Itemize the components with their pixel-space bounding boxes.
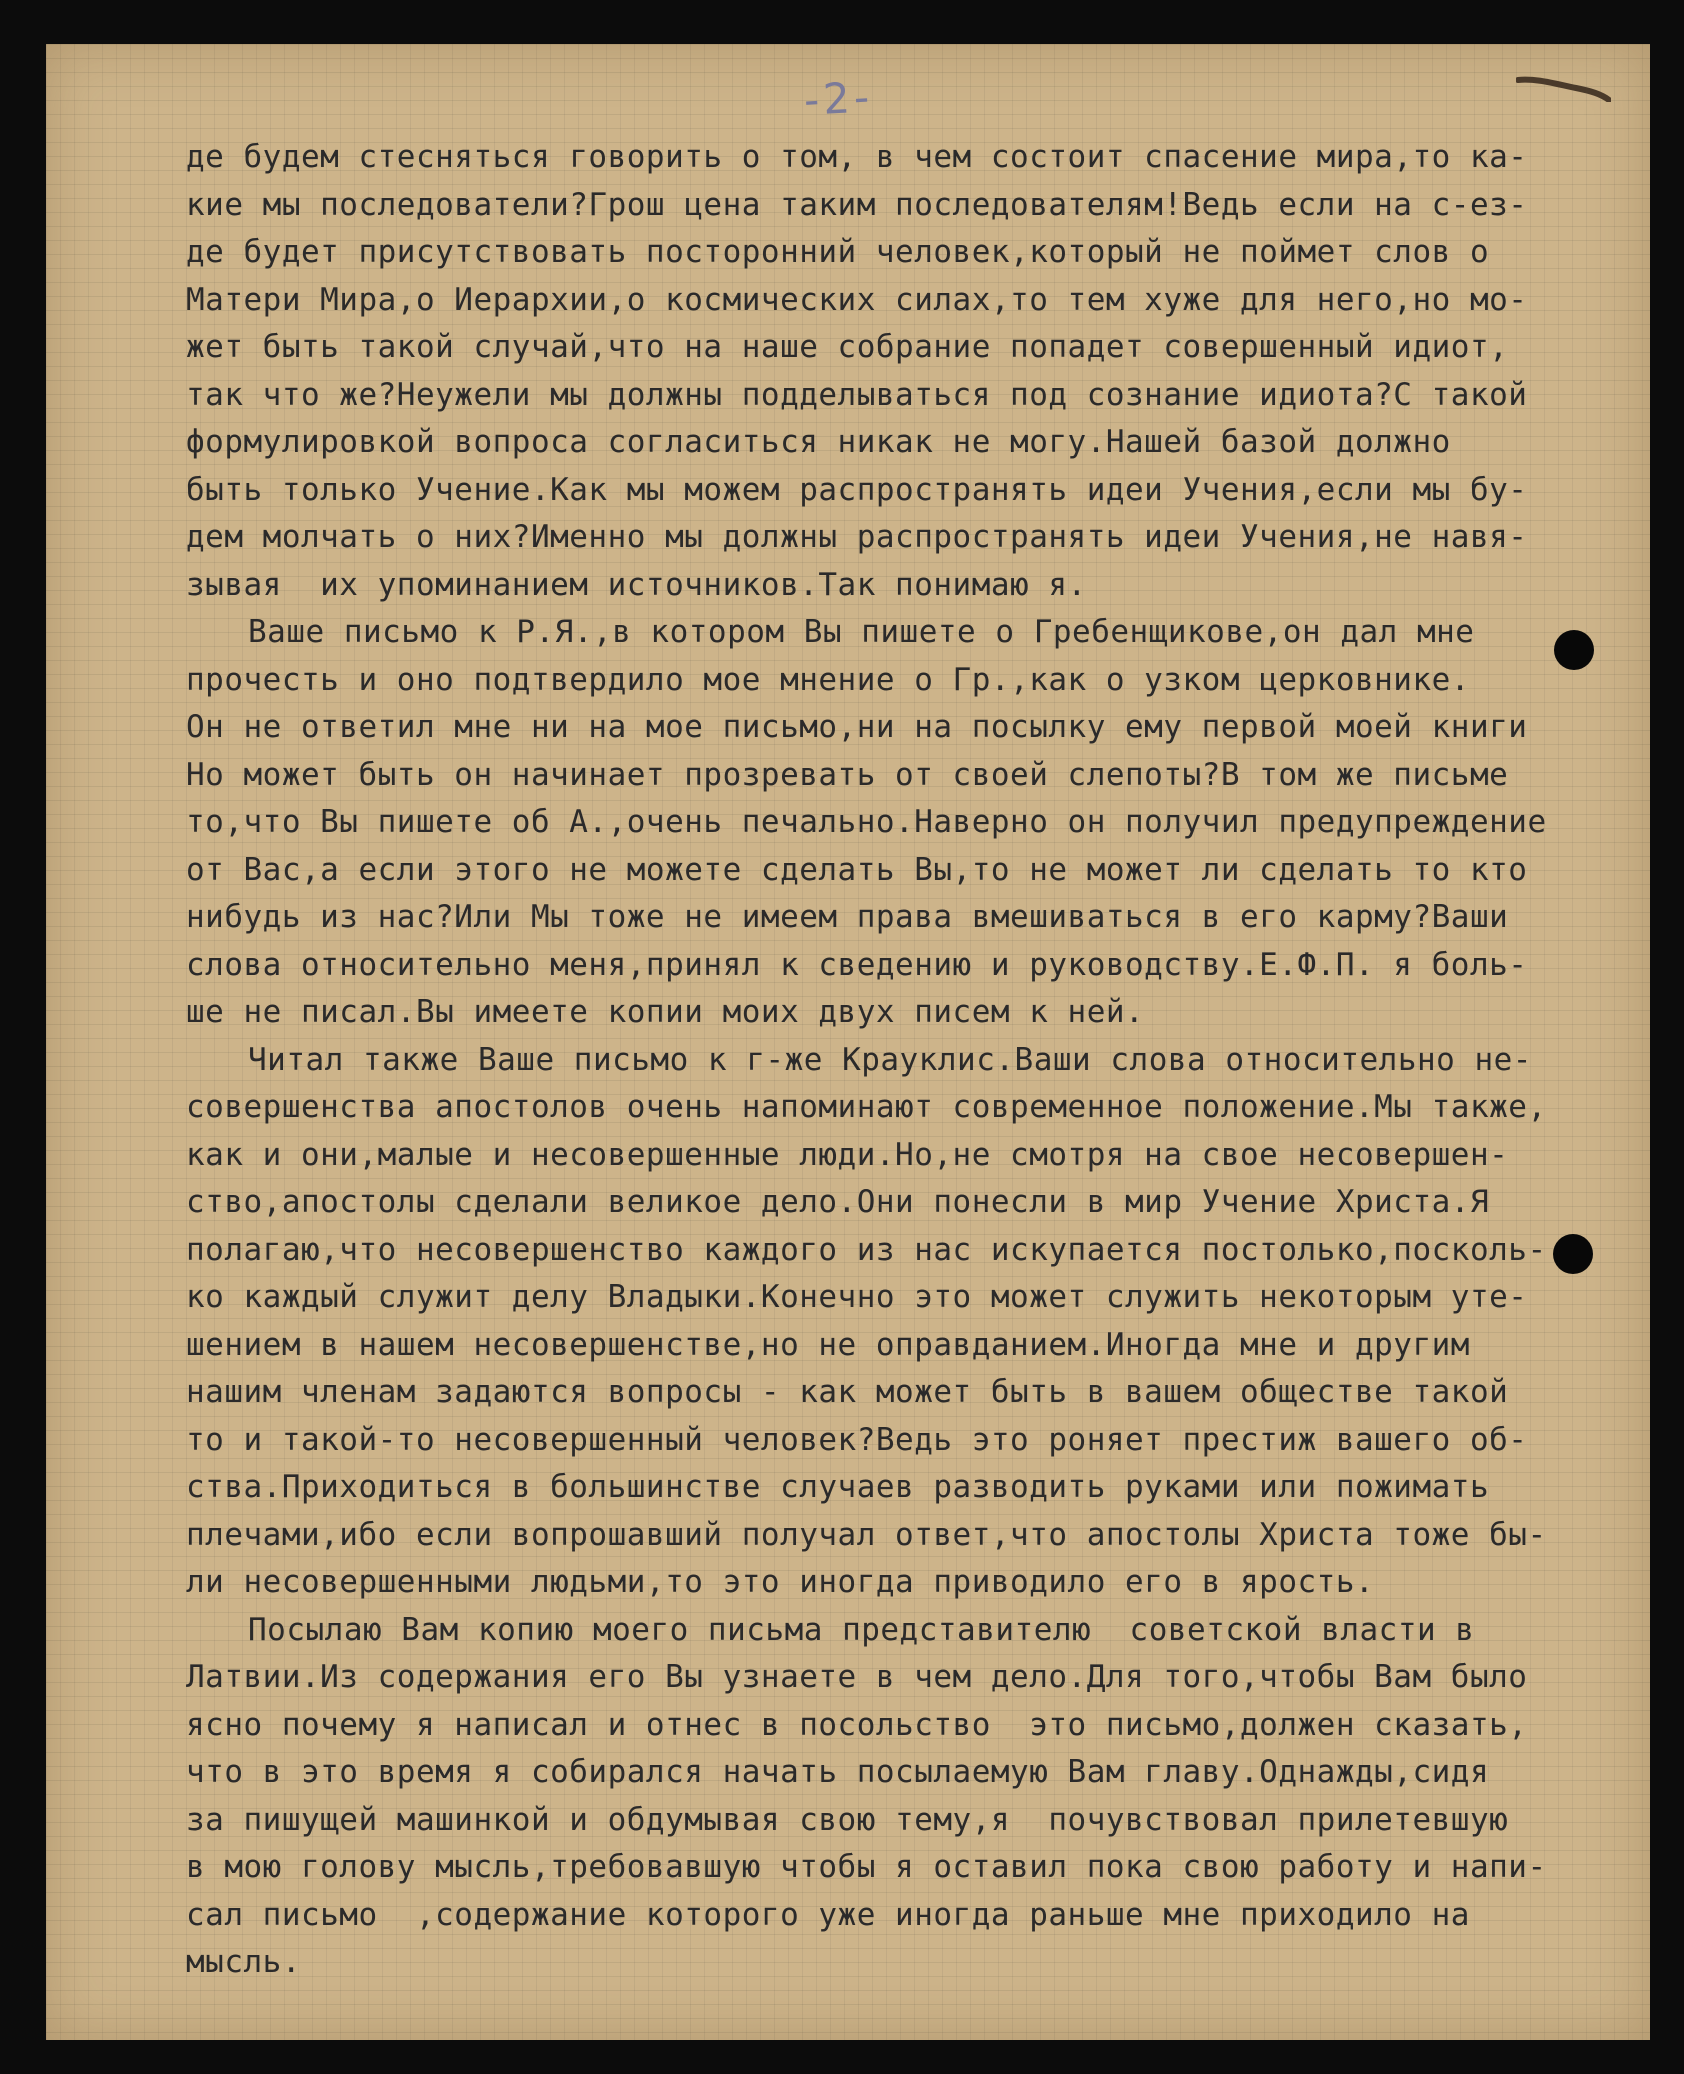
text-line: ства.Приходиться в большинстве случаев разводить руками или пожимать — [186, 1469, 1490, 1505]
text-line: совершенства апостолов очень напоминают современное положение.Мы также, — [186, 1089, 1547, 1125]
text-line: ко каждый служит делу Владыки.Конечно это может служить некоторым уте- — [186, 1279, 1528, 1315]
text-line: Но может быть он начинает прозревать от своей слепоты?В том же письме — [186, 756, 1509, 793]
text-line: шением в нашем несовершенстве,но не оправданием.Иногда мне и другим — [186, 1326, 1470, 1363]
text-line: то и такой-то несовершенный человек?Ведь это роняет престиж вашего об- — [186, 1421, 1528, 1458]
text-line: сал письмо ,содержание которого уже иногда раньше мне приходило на — [186, 1896, 1470, 1933]
punch-hole — [1554, 630, 1594, 670]
text-line: дем молчать о них?Именно мы должны распространять идеи Учения,не навя- — [186, 519, 1528, 555]
text-line: Он не ответил мне ни на мое письмо,ни на посылку ему первой моей книги — [186, 709, 1528, 745]
text-line: прочесть и оно подтвердило мое мнение о Гр.,как о узком церковнике. — [186, 661, 1470, 698]
text-line: в мою голову мысль,требовавшую чтобы я оставил пока свою работу и напи- — [186, 1849, 1547, 1885]
paragraph-start-line: Ваше письмо к Р.Я.,в котором Вы пишете о Гребенщикове,он дал мне — [248, 614, 1475, 650]
text-line: то,что Вы пишете об А.,очень печально.Наверно он получил предупреждение — [186, 804, 1547, 840]
text-line: зывая их упоминанием источников.Так понимаю я. — [186, 566, 1087, 603]
text-line: ясно почему я написал и отнес в посольство это письмо,должен сказать, — [186, 1706, 1528, 1743]
text-line: нибудь из нас?Или Мы тоже не имеем права вмешиваться в его карму?Ваши — [186, 899, 1509, 935]
text-line: от Вас,а если этого не можете сделать Вы,то не может ли сделать то кто — [186, 851, 1528, 888]
text-line: ли несовершенными людьми,то это иногда приводило его в ярость. — [186, 1564, 1375, 1600]
text-line: слова относительно меня,принял к сведению и руководству.Е.Ф.П. я боль- — [186, 946, 1528, 983]
text-line: ство,апостолы сделали великое дело.Они понесли в мир Учение Христа.Я — [186, 1184, 1490, 1220]
text-line: что в это время я собирался начать посылаемую Вам главу.Однажды,сидя — [186, 1754, 1490, 1790]
text-line: Матери Мира,о Иерархии,о космических силах,то тем хуже для него,но мо- — [186, 281, 1528, 318]
text-line: формулировкой вопроса согласиться никак не могу.Нашей базой должно — [186, 424, 1451, 460]
paragraph-start-line: Читал также Ваше письмо к г-же Крауклис.Ваши слова относительно не- — [248, 1041, 1532, 1078]
text-line: нашим членам задаются вопросы - как может быть в вашем обществе такой — [186, 1374, 1509, 1410]
typed-letter-body — [186, 134, 1650, 1987]
punch-hole — [1553, 1234, 1593, 1274]
text-line: Латвии.Из содержания его Вы узнаете в чем дело.Для того,чтобы Вам было — [186, 1659, 1528, 1695]
text-line: быть только Учение.Как мы можем распространять идеи Учения,если мы бу- — [186, 471, 1528, 508]
text-line: за пишущей машинкой и обдумывая свою тему,я почувствовал прилетевшую — [186, 1801, 1509, 1838]
text-line: ше не писал.Вы имеете копии моих двух писем к ней. — [186, 994, 1145, 1030]
text-line: де будем стесняться говорить о том, в чем состоит спасение мира,то ка- — [186, 139, 1528, 175]
text-line: кие мы последователи?Грош цена таким последователям!Ведь если на с-ез- — [186, 186, 1528, 223]
text-line: жет быть такой случай,что на наше собрание попадет совершенный идиот, — [186, 329, 1509, 365]
text-line: как и они,малые и несовершенные люди.Но,не смотря на свое несовершен- — [186, 1136, 1509, 1173]
text-line: де будет присутствовать посторонний человек,который не поймет слов о — [186, 234, 1490, 270]
ink-smudge-mark — [1516, 72, 1611, 102]
paragraph-start-line: Посылаю Вам копию моего письма представителю советской власти в — [248, 1611, 1475, 1648]
text-line: плечами,ибо если вопрошавший получал ответ,что апостолы Христа тоже бы- — [186, 1516, 1547, 1553]
document-page — [46, 44, 1650, 2040]
text-line: так что же?Неужели мы должны подделываться под сознание идиота?С такой — [186, 376, 1528, 413]
text-line: полагаю,что несовершенство каждого из нас искупается постолько,посколь- — [186, 1231, 1547, 1268]
text-line: мысль. — [186, 1944, 301, 1980]
page-number: -2- — [802, 72, 875, 125]
